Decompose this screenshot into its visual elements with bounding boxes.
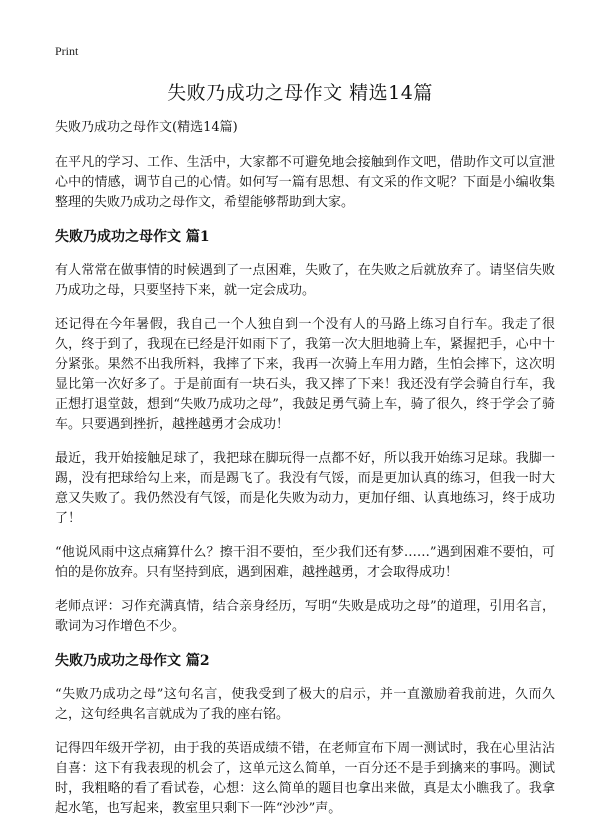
paragraph: 最近，我开始接触足球了，我把球在脚玩得一点都不好，所以我开始练习足球。我脚一踢，没有把球给勾上来，而是踢飞了。我没有气馁，而是更加认真的练习，但我一时大意又失败了。我仍然没有气馁，而是化失败为动力，更加仔细、认真地练习，终于成功了！ [55,451,555,526]
document-title: 失败乃成功之母作文 精选14篇 [167,82,433,104]
section-heading: 失败乃成功之母作文 篇1 [55,229,210,245]
print-link[interactable]: Print [55,44,79,58]
document-body [55,118,555,833]
paragraph: “失败乃成功之母”这句名言，使我受到了极大的启示，并一直激励着我前进，久而久之，这句经典名言就成为了我的座右铭。 [55,687,555,722]
essay-section-2 [55,651,555,819]
intro-paragraph: 在平凡的学习、工作、生活中，大家都不可避免地会接触到作文吧，借助作文可以宣泄心中的情感，调节自己的心情。如何写一篇有思想、有文采的作文呢？下面是小编收集整理的失败乃成功之母作文，希望能够帮助到大家。 [55,155,555,210]
essay-section-1 [55,227,555,637]
paragraph: 还记得在今年暑假，我自己一个人独自到一个没有人的马路上练习自行车。我走了很久，终于到了，我现在已经是汗如雨下了，我第一次大胆地骑上车，紧握把手，心中十分紧张。果然不出我所料，我摔了下来，我再一次骑上车用力踏，生怕会摔下，这次明显比第一次好多了。于是前面有一块石头，我又摔了下来！我还没有学会骑自行车，我正想打退堂鼓，想到“失败乃成功之母”，我鼓足勇气骑上车，骑了很久，终于学会了骑车。只要遇到挫折，越挫越勇才会成功！ [55,317,555,432]
document-subtitle: 失败乃成功之母作文(精选14篇) [55,120,238,135]
paragraph: 老师点评：习作充满真情，结合亲身经历，写明“失败是成功之母”的道理，引用名言，歌词为习作增色不少。 [55,599,555,634]
paragraph: “他说风雨中这点痛算什么？擦干泪不要怕，至少我们还有梦……”遇到困难不要怕，可怕的是你放弃。只有坚持到底，遇到困难，越挫越勇，才会取得成功！ [55,545,555,580]
paragraph: 有人常常在做事情的时候遇到了一点困难，失败了，在失败之后就放弃了。请坚信失败乃成功之母，只要坚持下来，就一定会成功。 [55,263,555,298]
paragraph: 记得四年级开学初，由于我的英语成绩不错，在老师宣布下周一测试时，我在心里沾沾自喜：这下有我表现的机会了，这单元这么简单，一百分还不是手到擒来的事吗。测试时，我粗略的看了看试卷，心想：这么简单的题目也拿出来做，真是太小瞧我了。我拿起水笔，也写起来，教室里只剩下一阵“沙沙”声。 [55,741,555,816]
section-heading: 失败乃成功之母作文 篇2 [55,653,210,669]
